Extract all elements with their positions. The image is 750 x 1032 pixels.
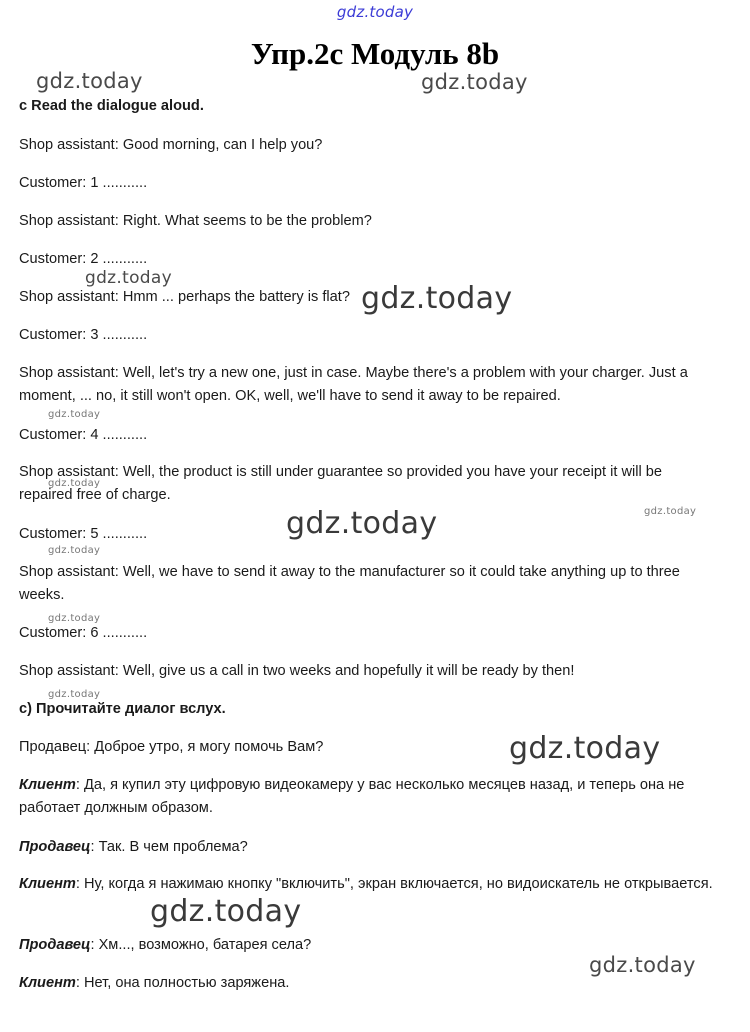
dialogue-line [19, 873, 719, 896]
dialogue-line: Customer: 2 ........... [19, 251, 148, 267]
watermark: gdz.today [509, 731, 661, 766]
speaker-text: : Ну, когда я нажимаю кнопку "включить", экран включается, но видоискатель не открывается. [75, 876, 713, 892]
watermark: gdz.today [85, 268, 172, 288]
speaker-name: Продавец [19, 937, 91, 953]
dialogue-line: Customer: 3 ........... [19, 327, 148, 343]
watermark: gdz.today [286, 506, 438, 541]
dialogue-line: Customer: 4 ........... [19, 427, 148, 443]
speaker-name: Клиент [19, 876, 76, 892]
watermark: gdz.today [48, 409, 101, 420]
site-link[interactable]: gdz.today [336, 3, 414, 21]
dialogue-line: Shop assistant: Well, let's try a new one, just in case. Maybe there's a problem with your charger. Just a moment, ... no, it still won't open. OK, well, we'll have to send it away to be repaired. [19, 365, 688, 404]
watermark: gdz.today [361, 281, 513, 316]
watermark: gdz.today [150, 894, 302, 929]
watermark: gdz.today [48, 689, 101, 700]
russian-heading: c) Прочитайте диалог вслух. [19, 701, 226, 717]
watermark: gdz.today [421, 70, 528, 94]
watermark: gdz.today [36, 69, 143, 93]
english-heading: c Read the dialogue aloud. [19, 98, 204, 114]
watermark: gdz.today [48, 613, 101, 624]
speaker-text: : Хм..., возможно, батарея села? [90, 937, 312, 953]
dialogue-line: Shop assistant: Well, we have to send it away to the manufacturer so it could take anything up to three weeks. [19, 564, 680, 603]
dialogue-line: Shop assistant: Right. What seems to be the problem? [19, 213, 372, 229]
speaker-text: : Да, я купил эту цифровую видеокамеру у вас несколько месяцев назад, и теперь она не работает должным образом. [19, 777, 685, 816]
page-title: Упр.2c Модуль 8b [250, 36, 500, 71]
dialogue-line [19, 774, 719, 820]
speaker-name: Клиент [19, 777, 76, 793]
dialogue-line: Shop assistant: Good morning, can I help you? [19, 137, 323, 153]
dialogue-line: Продавец: Доброе утро, я могу помочь Вам? [19, 739, 324, 755]
watermark: gdz.today [644, 506, 697, 517]
speaker-text: : Так. В чем проблема? [90, 839, 248, 855]
dialogue-line: Customer: 6 ........... [19, 625, 148, 641]
watermark: gdz.today [589, 953, 696, 977]
watermark: gdz.today [48, 545, 101, 556]
dialogue-line [19, 836, 248, 859]
speaker-name: Клиент [19, 975, 76, 991]
speaker-text: : Нет, она полностью заряжена. [75, 975, 290, 991]
dialogue-line: Shop assistant: Well, the product is still under guarantee so provided you have your receipt it will be repaired free of charge. [19, 464, 663, 503]
dialogue-line: Customer: 5 ........... [19, 526, 148, 542]
dialogue-line [19, 934, 311, 957]
dialogue-line: Shop assistant: Hmm ... perhaps the battery is flat? [19, 289, 350, 305]
speaker-name: Продавец [19, 839, 91, 855]
dialogue-line: Shop assistant: Well, give us a call in two weeks and hopefully it will be ready by then! [19, 663, 575, 679]
dialogue-line [19, 972, 289, 995]
watermark: gdz.today [48, 478, 101, 489]
dialogue-line: Customer: 1 ........... [19, 175, 148, 191]
